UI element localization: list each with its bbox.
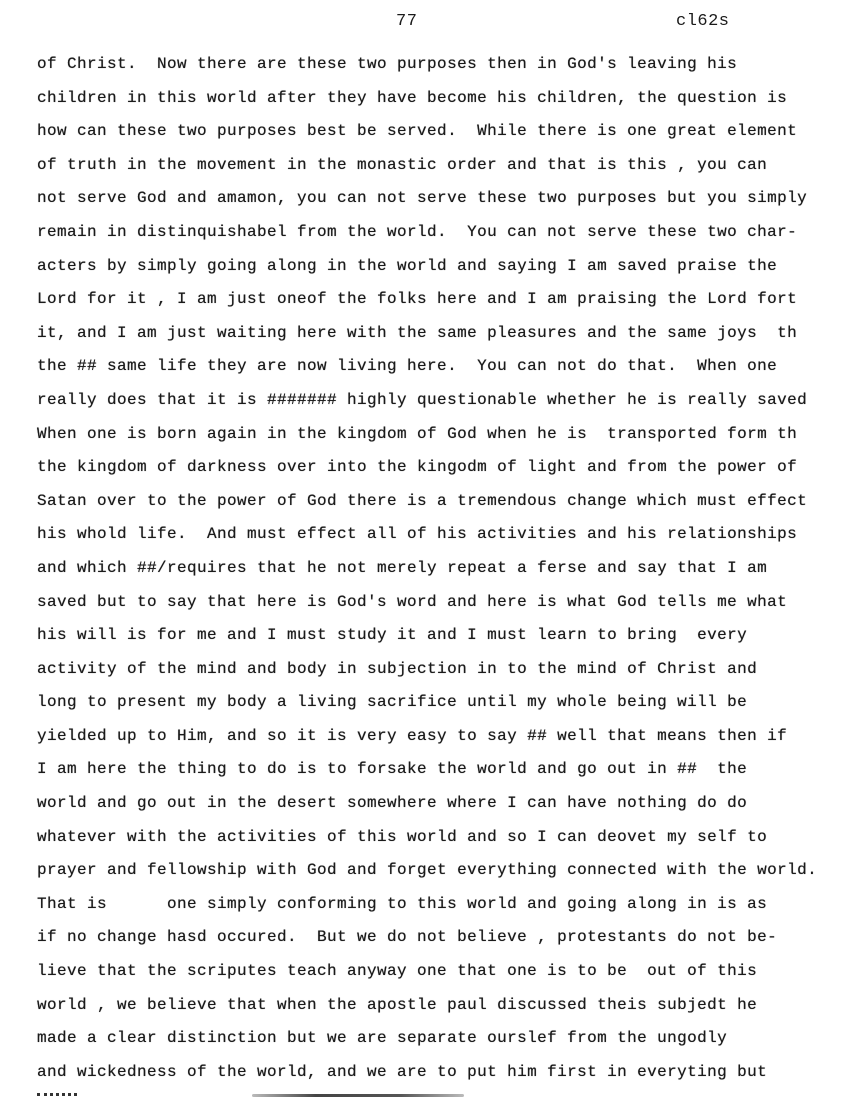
page-number: 77 — [396, 12, 418, 31]
text-line: lieve that the scriputes teach anyway one that one is to be out of this — [37, 962, 758, 981]
page-edge-smudge — [252, 1094, 464, 1097]
text-line: and which ##/requires that he not merely repeat a ferse and say that I am — [37, 558, 768, 577]
text-line: children in this world after they have become his children, the question is — [37, 88, 788, 107]
text-line: not serve God and amamon, you can not serve these two purposes but you simply — [37, 189, 808, 208]
cutoff-text-fragment — [37, 1093, 77, 1100]
text-line: how can these two purposes best be served. While there is one great element — [37, 122, 798, 141]
text-line: saved but to say that here is God's word and here is what God tells me what — [37, 592, 788, 611]
text-line: his will is for me and I must study it and I must learn to bring every — [37, 626, 748, 645]
text-line: the ## same life they are now living here. You can not do that. When one — [37, 357, 778, 376]
text-line: and wickedness of the world, and we are to put him first in everyting but — [37, 1062, 768, 1081]
document-code: cl62s — [676, 12, 730, 31]
text-line: I am here the thing to do is to forsake the world and go out in ## the — [37, 760, 748, 779]
text-line: of truth in the movement in the monastic order and that is this , you can — [37, 155, 768, 174]
text-line: Satan over to the power of God there is a tremendous change which must effect — [37, 491, 808, 510]
text-line: of Christ. Now there are these two purposes then in God's leaving his — [37, 55, 738, 73]
text-line: his whold life. And must effect all of his activities and his relationships — [37, 525, 798, 544]
text-line: long to present my body a living sacrifice until my whole being will be — [37, 693, 748, 712]
text-line: prayer and fellowship with God and forget everything connected with the world. — [37, 861, 818, 880]
text-line: really does that it is ####### highly questionable whether he is really saved — [37, 390, 808, 409]
text-line: yielded up to Him, and so it is very easy to say ## well that means then if — [37, 726, 788, 745]
text-line: the kingdom of darkness over into the kingodm of light and from the power of — [37, 458, 798, 477]
text-line: activity of the mind and body in subjection in to the mind of Christ and — [37, 659, 758, 678]
text-line: whatever with the activities of this world and so I can deovet my self to — [37, 827, 768, 846]
text-line: When one is born again in the kingdom of God when he is transported form th — [37, 424, 798, 443]
text-line: world , we believe that when the apostle paul discussed theis subjedt he — [37, 995, 758, 1014]
text-line: it, and I am just waiting here with the same pleasures and the same joys th — [37, 323, 798, 342]
text-line: remain in distinquishabel from the world. You can not serve these two char- — [37, 222, 798, 241]
text-line: Lord for it , I am just oneof the folks here and I am praising the Lord fort — [37, 290, 798, 309]
body-text — [37, 48, 837, 1089]
text-line: acters by simply going along in the world and saying I am saved praise the — [37, 256, 778, 275]
text-line: if no change hasd occured. But we do not believe , protestants do not be- — [37, 928, 778, 947]
text-line: That is one simply conforming to this world and going along in is as — [37, 894, 768, 913]
text-line: made a clear distinction but we are separate ourslef from the ungodly — [37, 1029, 728, 1048]
text-line: world and go out in the desert somewhere where I can have nothing do do — [37, 794, 748, 813]
